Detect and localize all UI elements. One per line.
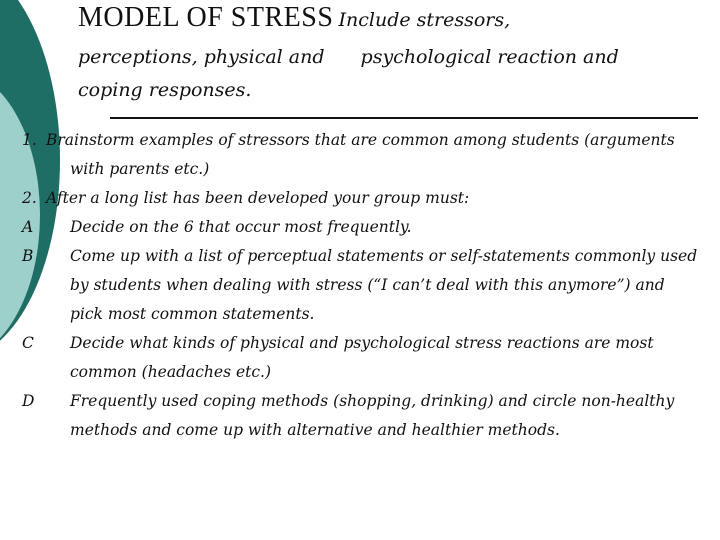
- title-sub-line3: coping responses.: [78, 79, 252, 101]
- title-underline: [110, 117, 698, 119]
- list-text: After a long list has been developed your group must:: [46, 189, 470, 207]
- title-sub-line1: Include stressors,: [338, 9, 511, 31]
- list-item-a: [22, 213, 702, 242]
- list-marker: B: [22, 247, 34, 265]
- list-text: Frequently used coping methods (shopping, drinking) and circle non-healthy methods and come up with alternative and healthier methods.: [70, 392, 675, 439]
- title-sub-line2b: psychological reaction and: [360, 46, 619, 68]
- list-marker: 1.: [22, 131, 37, 149]
- list-item-2: [22, 184, 702, 213]
- slide-title: [78, 2, 708, 107]
- list-item-d: [22, 387, 702, 445]
- list-text: Brainstorm examples of stressors that are common among students (arguments with parents etc.): [46, 131, 675, 178]
- title-line3: [78, 74, 708, 107]
- list-marker: 2.: [22, 189, 37, 207]
- title-main: MODEL OF STRESS: [78, 2, 334, 33]
- list-text: Decide on the 6 that occur most frequently.: [70, 218, 412, 236]
- list-item-c: [22, 329, 702, 387]
- list-item-1: [22, 126, 702, 184]
- list-item-b: [22, 242, 702, 329]
- title-sub-line2a: perceptions, physical and: [78, 46, 325, 68]
- list-marker: A: [22, 218, 34, 236]
- list-marker: C: [22, 334, 34, 352]
- title-line2: [78, 41, 708, 74]
- list-text: Come up with a list of perceptual statements or self-statements commonly used by students when dealing with stress (“I can’t deal with this anymore”) and pick most common statements.: [70, 247, 698, 323]
- instruction-list: [22, 126, 702, 445]
- list-marker: D: [22, 392, 35, 410]
- list-text: Decide what kinds of physical and psychological stress reactions are most common (headaches etc.): [70, 334, 654, 381]
